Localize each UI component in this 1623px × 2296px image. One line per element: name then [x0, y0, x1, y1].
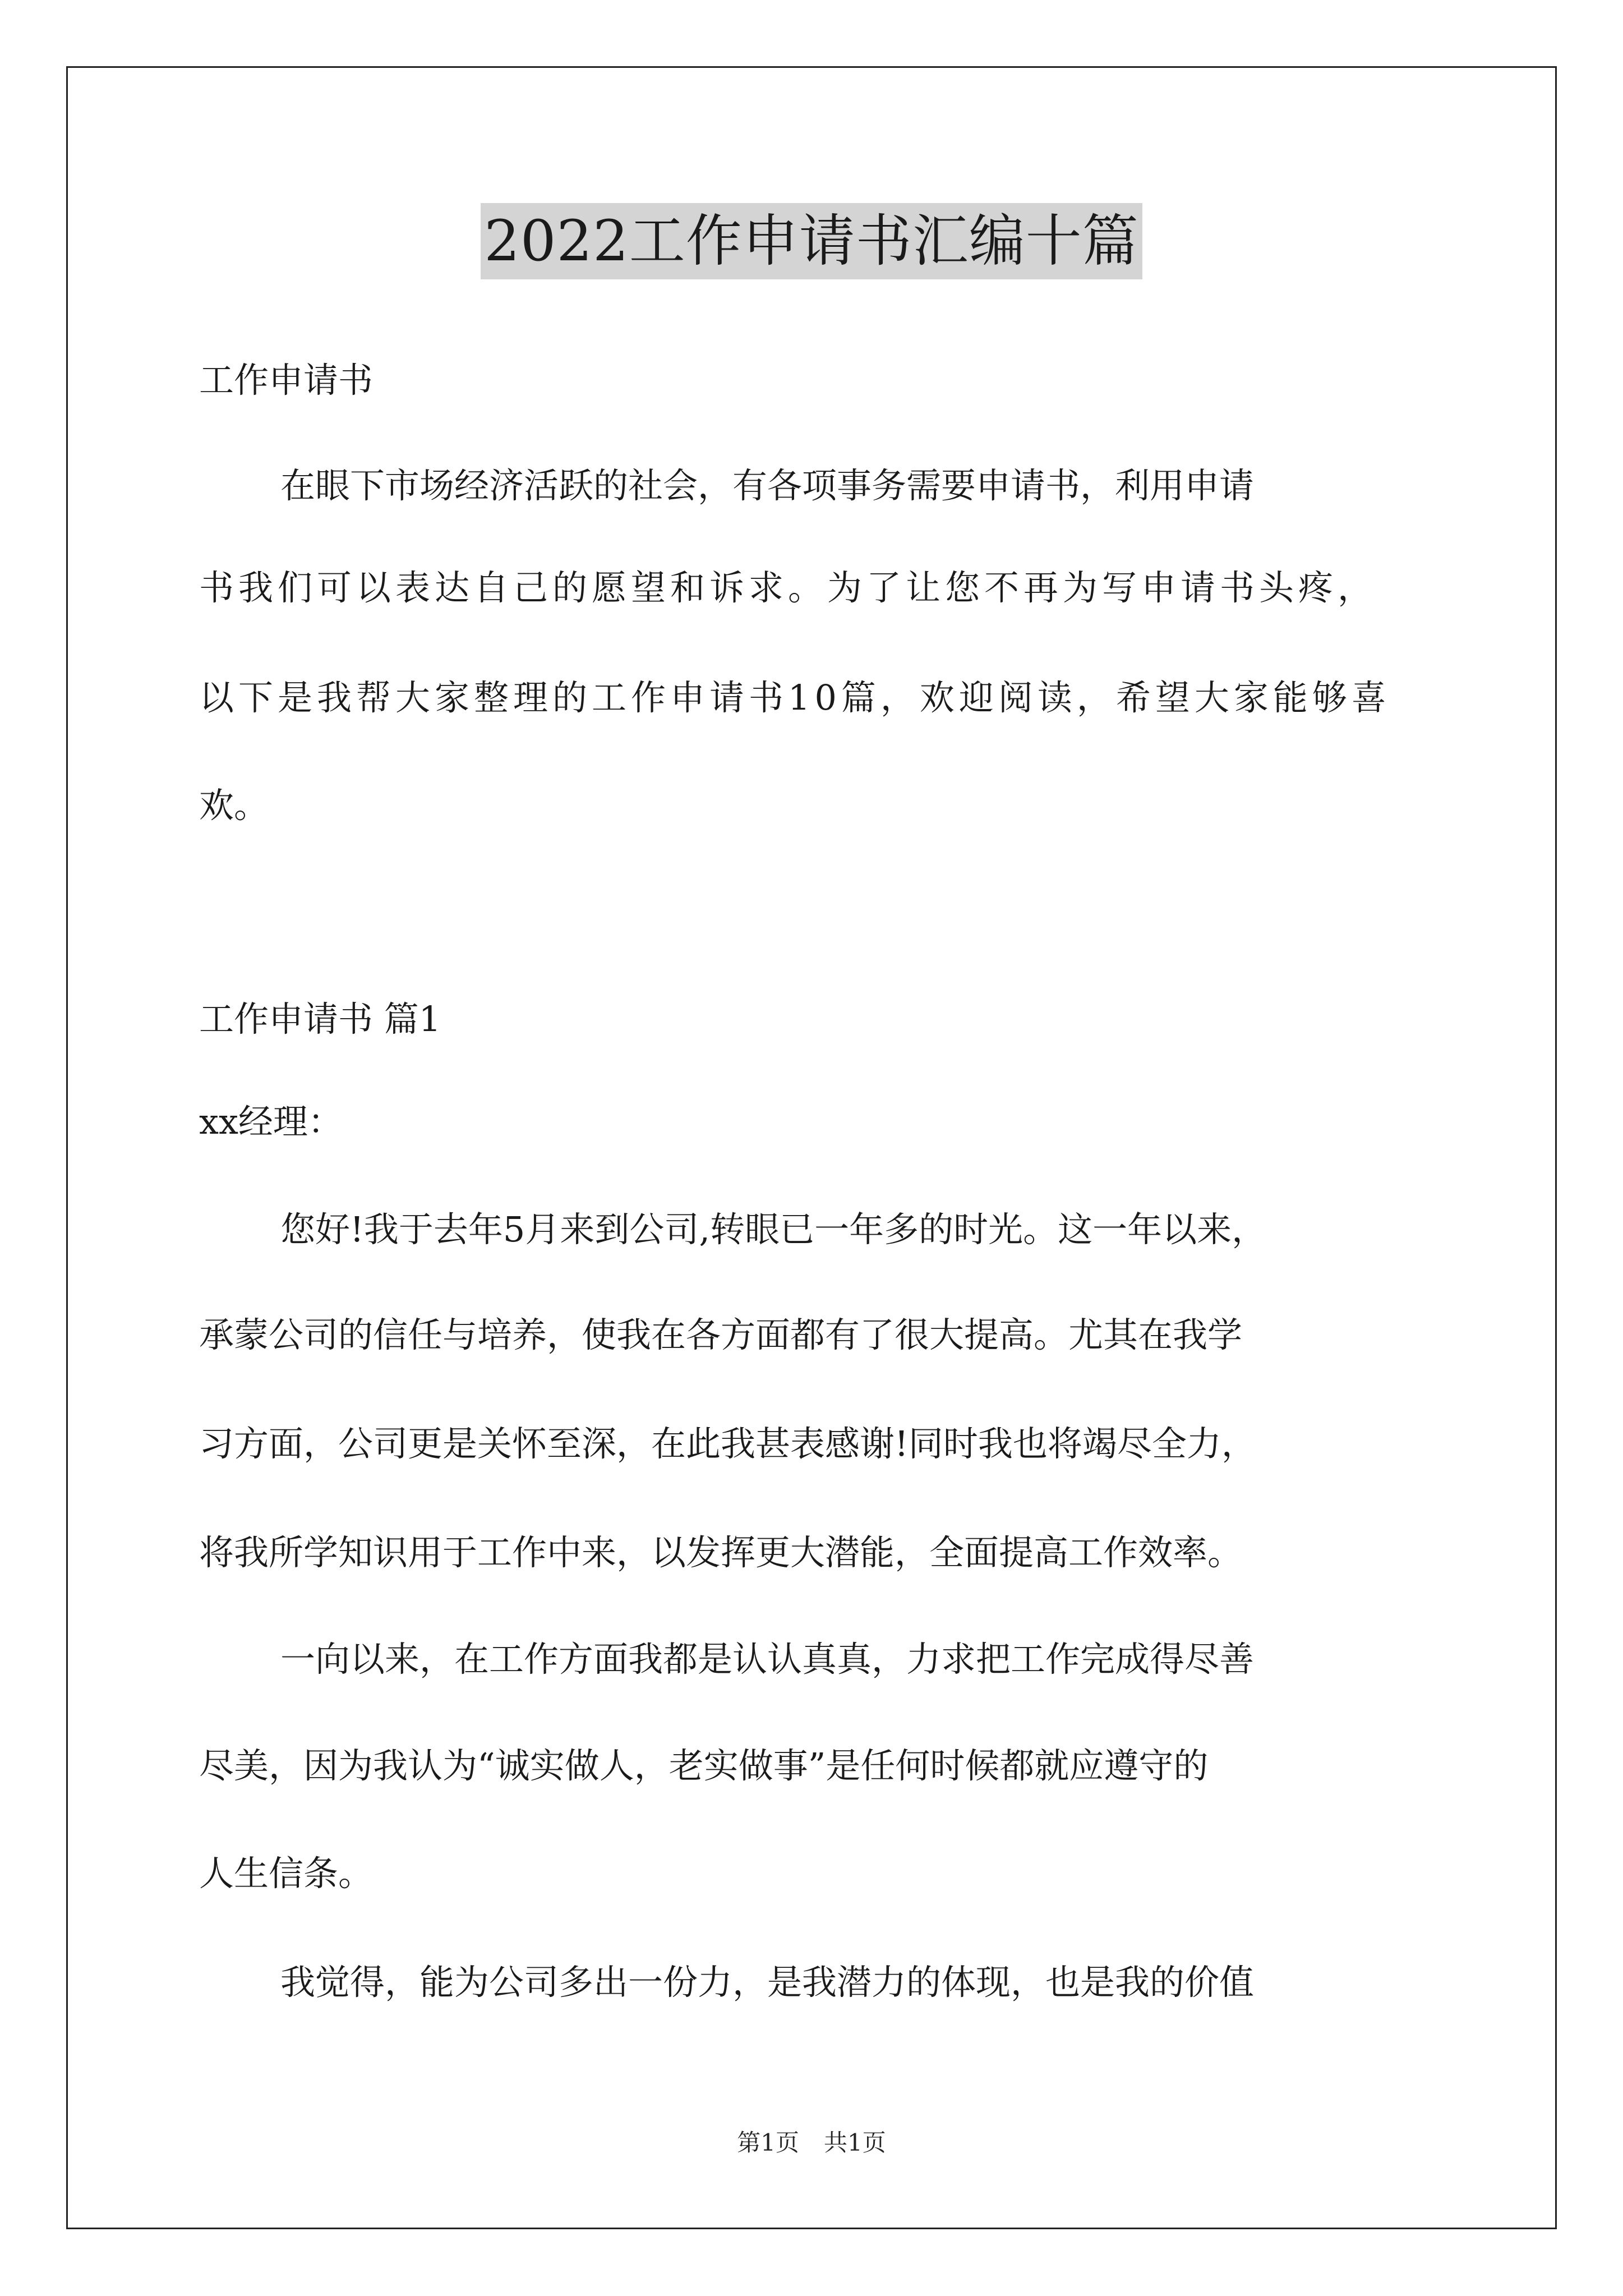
salutation: xx经理：	[199, 1101, 343, 1142]
page-footer	[0, 2126, 1623, 2160]
body-line-3: 习方面，公司更是关怀至深，在此我甚表感谢!同时我也将竭尽全力，	[199, 1423, 1256, 1464]
body-line-2: 承蒙公司的信任与培养，使我在各方面都有了很大提高。尤其在我学	[199, 1314, 1243, 1355]
body-line-6: 尽美，因为我认为“诚实做人，老实做事”是任何时候都就应遵守的	[199, 1745, 1209, 1786]
intro-line-2: 书我们可以表达自己的愿望和诉求。为了让您不再为写申请书头疼，	[199, 567, 1377, 608]
section-heading: 工作申请书 篇1	[199, 999, 441, 1039]
body-line-1: 您好!我于去年5月来到公司,转眼已一年多的时光。这一年以来，	[280, 1209, 1267, 1250]
document-title: 2022工作申请书汇编十篇	[481, 203, 1142, 279]
intro-line-1: 在眼下市场经济活跃的社会，有各项事务需要申请书，利用申请	[280, 465, 1255, 506]
intro-heading: 工作申请书	[199, 360, 374, 401]
body-line-4: 将我所学知识用于工作中来，以发挥更大潜能，全面提高工作效率。	[199, 1532, 1243, 1573]
page-number: 第1页	[737, 2129, 799, 2156]
body-line-8: 我觉得，能为公司多出一份力，是我潜力的体现，也是我的价值	[280, 1962, 1255, 2003]
page-total: 共1页	[824, 2129, 886, 2156]
body-line-7: 人生信条。	[199, 1853, 374, 1894]
title-area	[0, 203, 1623, 279]
intro-line-4: 欢。	[199, 785, 269, 826]
body-line-5: 一向以来，在工作方面我都是认认真真，力求把工作完成得尽善	[280, 1639, 1255, 1680]
intro-line-3: 以下是我帮大家整理的工作申请书10篇，欢迎阅读，希望大家能够喜	[199, 677, 1391, 718]
